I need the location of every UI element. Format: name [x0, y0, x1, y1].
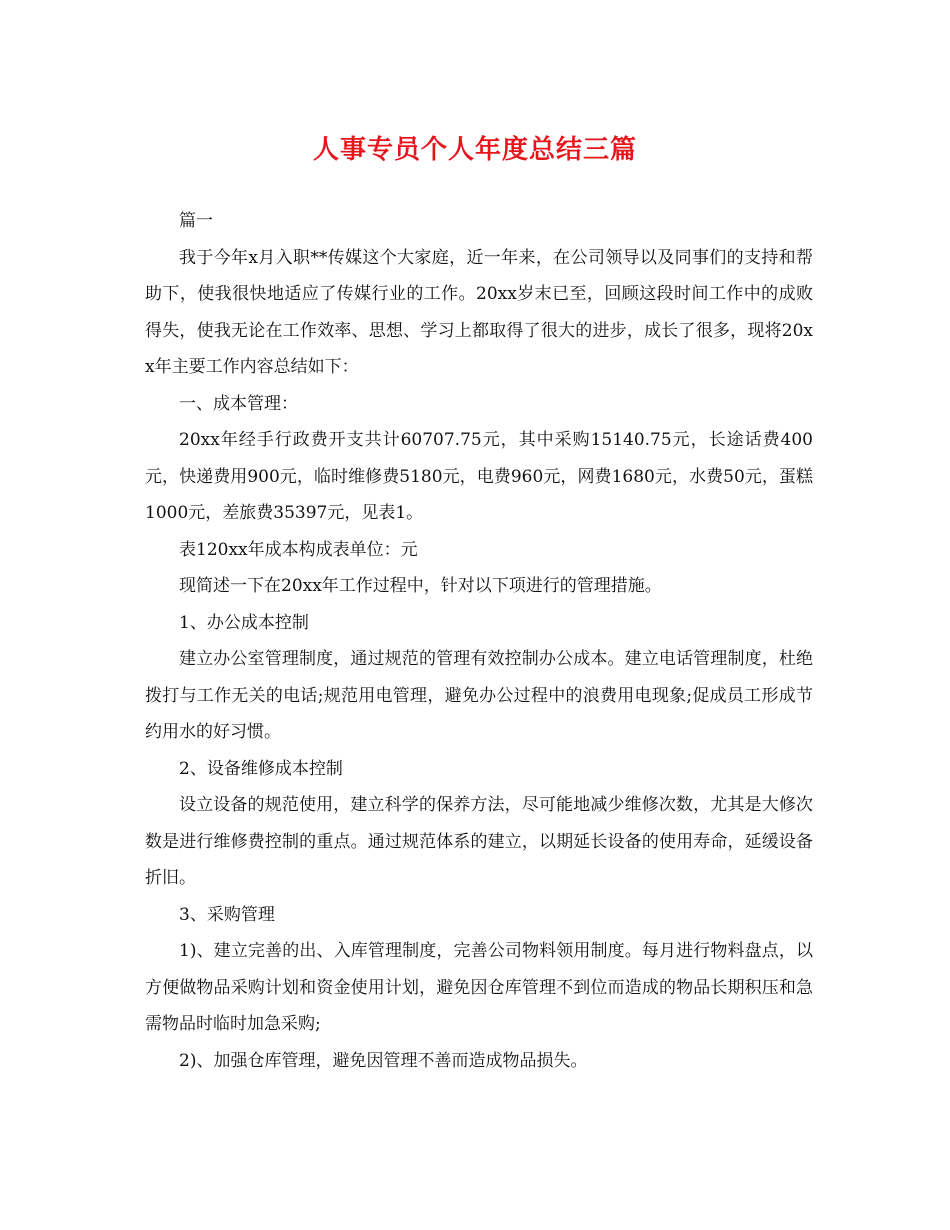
cost-detail-paragraph: 20xx年经手行政费开支共计60707.75元，其中采购15140.75元，长途话费400元，快递费用900元，临时维修费5180元，电费960元，网费1680元，水费50元，蛋糕1000元，差旅费35397元，见表1。	[145, 430, 813, 523]
procurement-item-2: 2)、加强仓库管理，避免因管理不善而造成物品损失。	[179, 1050, 588, 1071]
heading-procurement-management: 3、采购管理	[179, 904, 275, 925]
section-heading-pian-yi: 篇一	[179, 211, 213, 231]
heading-office-cost-control: 1、办公成本控制	[179, 612, 309, 633]
table-caption: 表120xx年成本构成表单位：元	[179, 539, 418, 560]
equipment-repair-paragraph: 设立设备的规范使用，建立科学的保养方法，尽可能地减少维修次数，尤其是大修次数是进行维修费控制的重点。通过规范体系的建立，以期延长设备的使用寿命，延缓设备折旧。	[145, 795, 813, 888]
document-body	[145, 203, 813, 1079]
heading-cost-management: 一、成本管理：	[179, 393, 298, 414]
office-cost-paragraph: 建立办公室管理制度，通过规范的管理有效控制办公成本。建立电话管理制度，杜绝拨打与工作无关的电话;规范用电管理，避免办公过程中的浪费用电现象;促成员工形成节约用水的好习惯。	[145, 649, 813, 742]
intro-paragraph: 我于今年x月入职**传媒这个大家庭，近一年来，在公司领导以及同事们的支持和帮助下，使我很快地适应了传媒行业的工作。20xx岁末已至，回顾这段时间工作中的成败得失，使我无论在工作效率、思想、学习上都取得了很大的进步，成长了很多，现将20xx年主要工作内容总结如下：	[145, 247, 813, 377]
document-title: 人事专员个人年度总结三篇	[312, 135, 637, 165]
heading-equipment-repair-cost: 2、设备维修成本控制	[179, 758, 343, 779]
procurement-item-1: 1)、建立完善的出、入库管理制度，完善公司物料领用制度。每月进行物料盘点，以方便做物品采购计划和资金使用计划，避免因仓库管理不到位而造成的物品长期积压和急需物品时临时加急采购;	[145, 941, 813, 1034]
measures-intro-paragraph: 现简述一下在20xx年工作过程中，针对以下项进行的管理措施。	[179, 576, 662, 596]
